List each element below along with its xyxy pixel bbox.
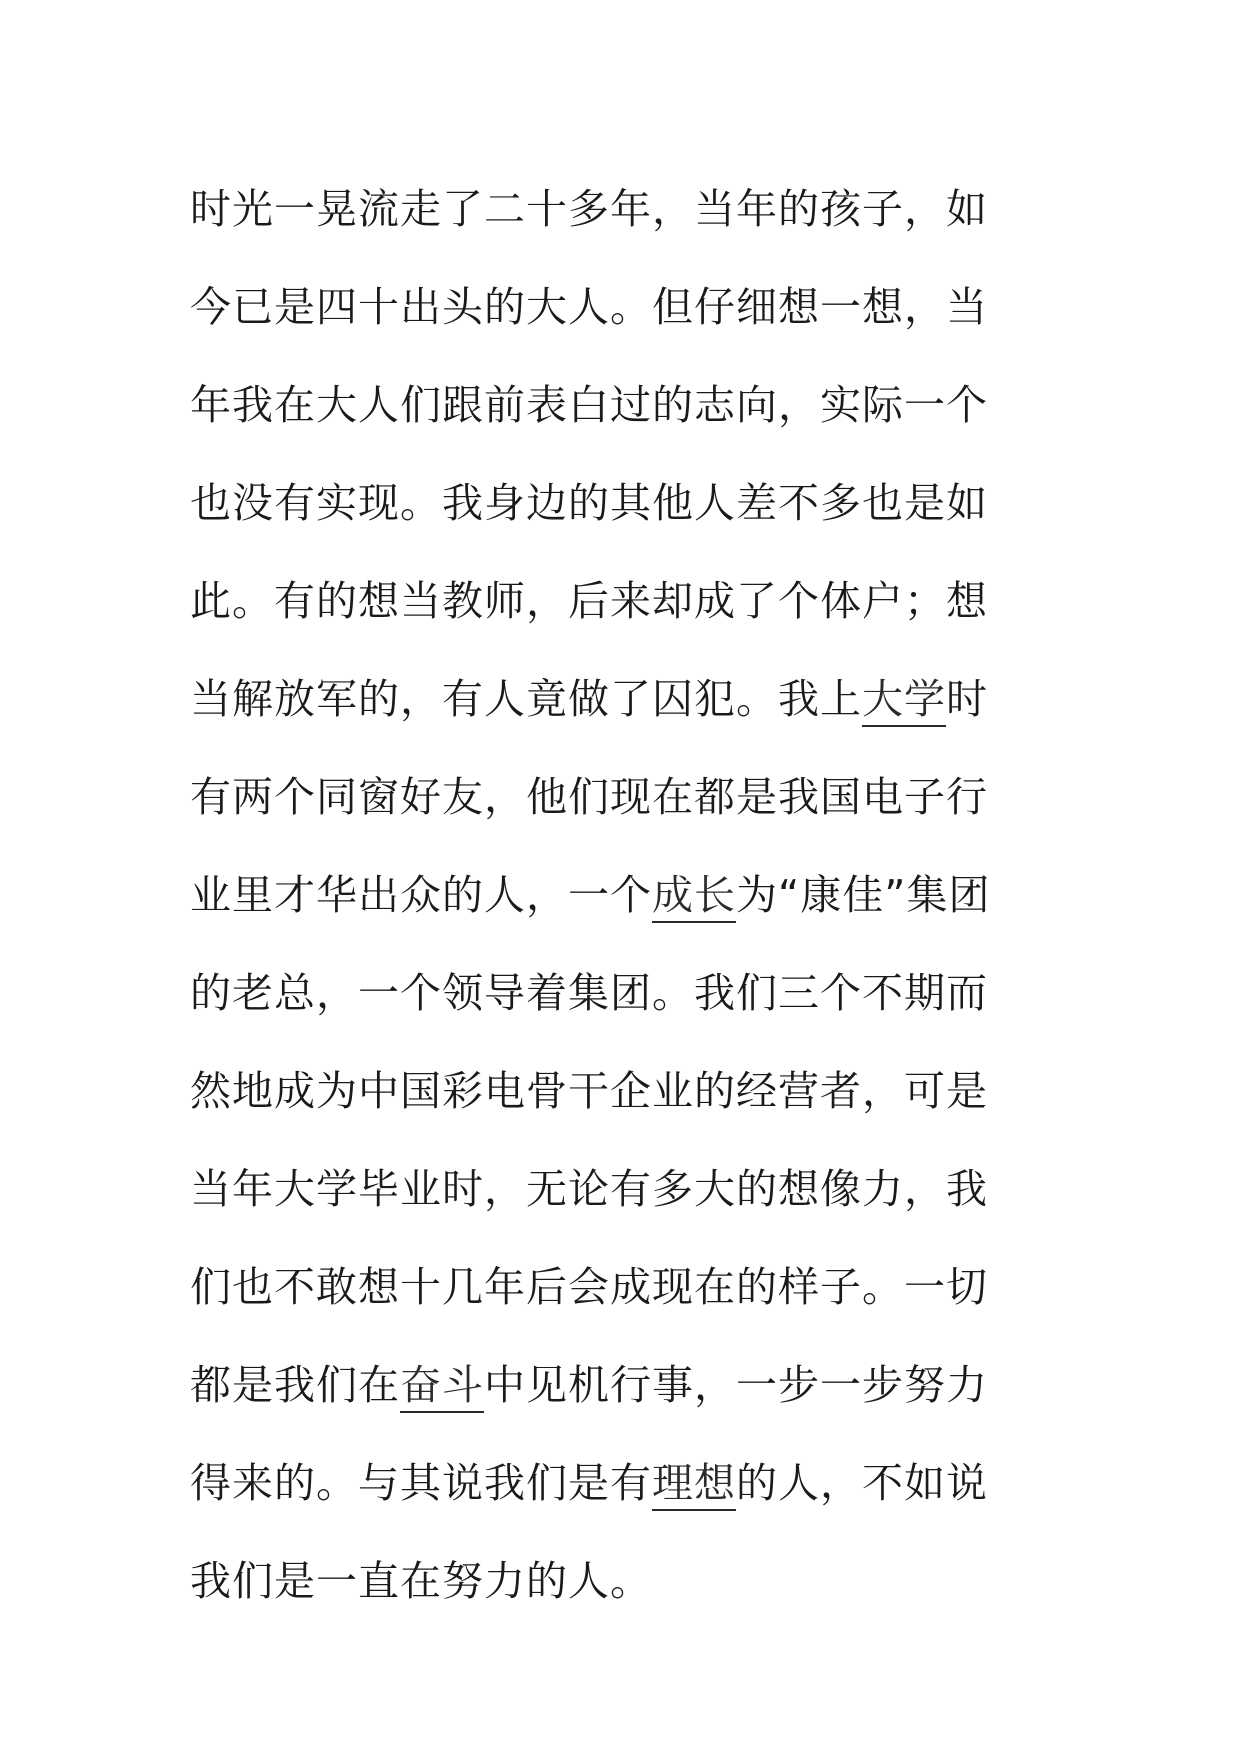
- text-segment: 我们是一直在努力的人。: [190, 1557, 652, 1605]
- text-segment: 中见机行事，一步一步努力: [484, 1361, 988, 1409]
- text-segment: 当年大学毕业时，无论有多大的想像力，我: [190, 1165, 988, 1213]
- text-line-9: [190, 944, 1060, 1042]
- text-segment: 都是我们在: [190, 1361, 400, 1409]
- text-segment: 为“康佳”集团: [736, 871, 991, 919]
- text-line-3: [190, 356, 1060, 454]
- text-segment: 业里才华出众的人，一个: [190, 871, 652, 919]
- text-segment: 的老总，一个领导着集团。我们三个不期而: [190, 969, 988, 1017]
- text-line-8: [190, 846, 1060, 944]
- text-segment: 然地成为中国彩电骨干企业的经营者，可是: [190, 1067, 988, 1115]
- text-segment: 的人，不如说: [736, 1459, 988, 1507]
- text-segment: 年我在大人们跟前表白过的志向，实际一个: [190, 381, 988, 429]
- keyword-link-lixiang[interactable]: 理想: [652, 1459, 736, 1511]
- text-line-5: [190, 552, 1060, 650]
- text-segment: 也没有实现。我身边的其他人差不多也是如: [190, 479, 988, 527]
- text-segment: 此。有的想当教师，后来却成了个体户；想: [190, 577, 988, 625]
- text-line-10: [190, 1042, 1060, 1140]
- text-segment: 当解放军的，有人竟做了囚犯。我上: [190, 675, 862, 723]
- text-line-7: [190, 748, 1060, 846]
- text-line-15: [190, 1532, 1060, 1630]
- text-line-4: [190, 454, 1060, 552]
- text-segment: 时光一晃流走了二十多年，当年的孩子，如: [190, 185, 988, 233]
- text-segment: 有两个同窗好友，他们现在都是我国电子行: [190, 773, 988, 821]
- text-segment: 时: [946, 675, 988, 723]
- keyword-link-chengzhang[interactable]: 成长: [652, 871, 736, 923]
- text-segment: 今已是四十出头的大人。但仔细想一想，当: [190, 283, 988, 331]
- text-line-14: [190, 1434, 1060, 1532]
- keyword-link-fendou[interactable]: 奋斗: [400, 1361, 484, 1413]
- text-line-13: [190, 1336, 1060, 1434]
- text-segment: 们也不敢想十几年后会成现在的样子。一切: [190, 1263, 988, 1311]
- text-line-12: [190, 1238, 1060, 1336]
- text-line-11: [190, 1140, 1060, 1238]
- text-segment: 得来的。与其说我们是有: [190, 1459, 652, 1507]
- keyword-link-daxue[interactable]: 大学: [862, 675, 946, 727]
- text-line-6: [190, 650, 1060, 748]
- text-line-2: [190, 258, 1060, 356]
- body-text: [190, 160, 1060, 1630]
- text-line-1: [190, 160, 1060, 258]
